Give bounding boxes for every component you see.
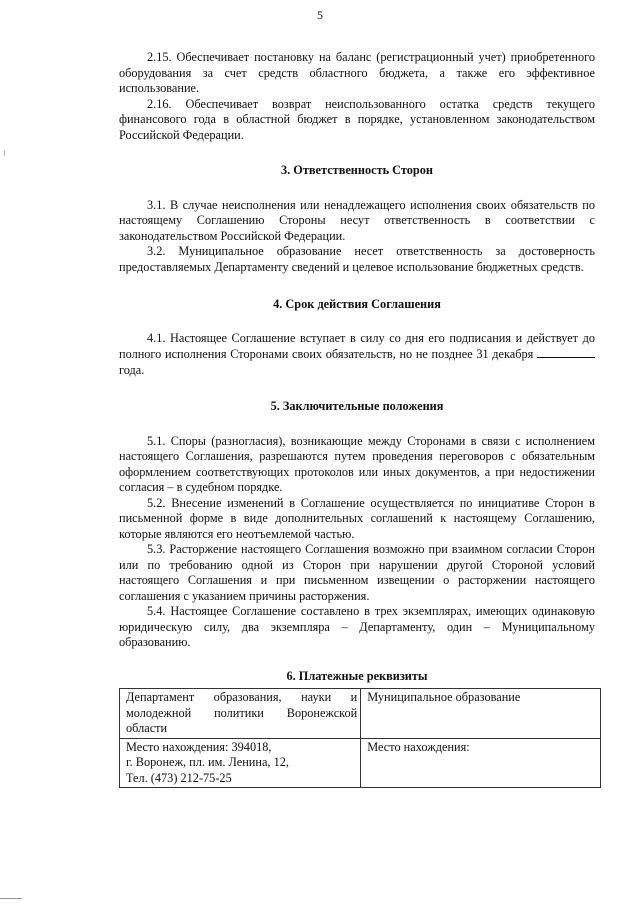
payment-details-table — [119, 688, 601, 788]
department-name-cell: Департамент образования, науки и молодежной политики Воронежской области — [120, 689, 361, 739]
municipality-address-cell: Место нахождения: — [361, 738, 601, 788]
paragraph-4-1 — [119, 331, 595, 379]
paragraph-2-15: 2.15. Обеспечивает постановку на баланс (регистрационный учет) приобретенного оборудования за счет средств областного бюджета, а также его эффективное использование. — [119, 50, 595, 95]
scan-artifact-mark — [0, 898, 22, 899]
department-address-line: г. Воронеж, пл. им. Ленина, 12, — [126, 755, 289, 769]
department-phone-line: Тел. (473) 212-75-25 — [126, 770, 232, 785]
section-5-title: 5. Заключительные положения — [270, 399, 444, 413]
paragraph-3-2: 3.2. Муниципальное образование несет ответственность за достоверность предоставляемых Департаменту сведений и целевое использование бюджетных средств. — [119, 244, 595, 274]
section-6-title: 6. Платежные реквизиты — [286, 668, 428, 683]
document-body — [119, 50, 595, 788]
paragraph-3-1: 3.1. В случае неисполнения или ненадлежащего исполнения своих обязательств по настоящему Соглашению Стороны несут ответственность в соответствии с законодательством Российской Федерации. — [119, 197, 595, 243]
paragraph-5-2: 5.2. Внесение изменений в Соглашение осуществляется по инициативе Сторон в письменной форме в виде дополнительных соглашений к настоящему Соглашению, которые являются его неотъемлемой частью. — [119, 495, 595, 541]
paragraph-5-3: 5.3. Расторжение настоящего Соглашения возможно при взаимном согласии Сторон или по требованию одной из Сторон при нарушении другой Стороной условий настоящего Соглашения и при письменном извещении о расторжении настоящего соглашения с указанием причины расторжения. — [119, 542, 595, 603]
municipality-name-cell: Муниципальное образование — [361, 689, 601, 739]
paragraph-4-1-text: 4.1. Настоящее Соглашение вступает в силу со дня его подписания и действует до полного исполнения Сторонами своих обязательств, но не позднее 31 декабря — [119, 330, 595, 361]
paragraph-4-1-tail: года. — [119, 362, 145, 377]
table-row — [120, 689, 601, 739]
section-3-title: 3. Ответственность Сторон — [281, 163, 433, 177]
section-4-title: 4. Срок действия Соглашения — [273, 297, 441, 311]
paragraph-5-4: 5.4. Настоящее Соглашение составлено в трех экземплярах, имеющих одинаковую юридическую силу, два экземпляра – Департаменту, один – Муниципальному образованию. — [119, 604, 595, 649]
year-blank-line — [537, 346, 595, 358]
scan-artifact-mark — [4, 150, 5, 156]
paragraph-2-16: 2.16. Обеспечивает возврат неиспользованного остатка средств текущего финансового года в областной бюджет в порядке, установленном законодательством Российской Федерации. — [119, 96, 595, 142]
department-address-line: Место нахождения: 394018, — [126, 739, 272, 754]
department-address-cell — [120, 738, 361, 788]
page-number: 5 — [317, 8, 323, 22]
paragraph-5-1: 5.1. Споры (разногласия), возникающие между Сторонами в связи с исполнением настоящего Соглашения, разрешаются путем проведения переговоров с обязательным оформлением соответствующих протоколов или иных документов, а при недостижении согласия – в судебном порядке. — [119, 433, 595, 494]
table-row — [120, 738, 601, 788]
